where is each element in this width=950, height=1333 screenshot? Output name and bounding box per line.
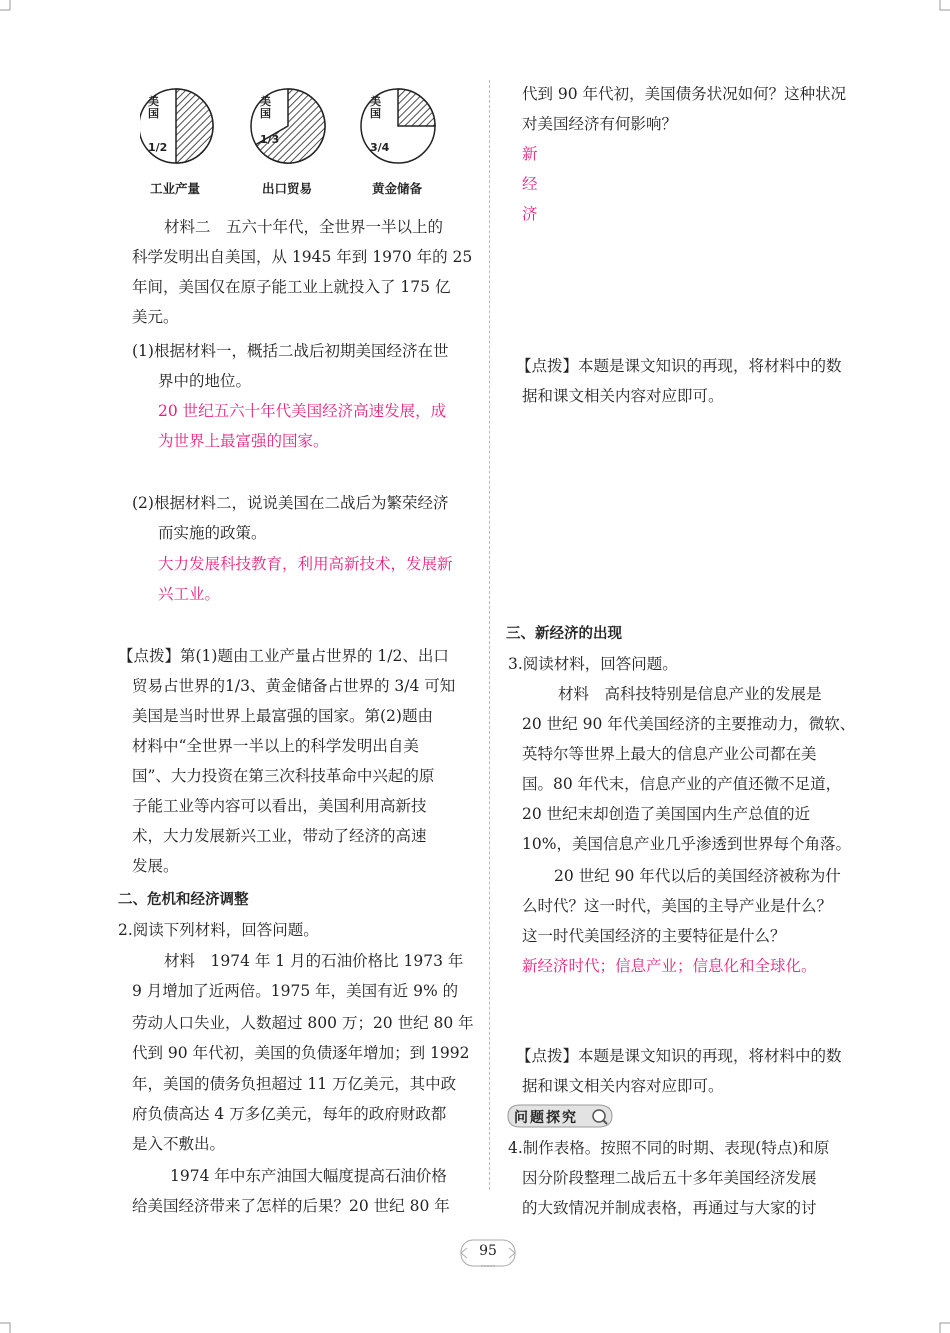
- question-1-cont: 界中的地位。: [158, 372, 252, 390]
- tip-line: 美国是当时世界上最富强的国家。第(2)题由: [132, 707, 433, 725]
- material-2-line: 美元。: [132, 308, 179, 326]
- pie-slice-label: 美国: [260, 95, 271, 120]
- question-line: 20 世纪 90 年代以后的美国经济被称为什: [554, 867, 841, 885]
- pie-slice-rest: [398, 89, 435, 126]
- pie-charts-graphic: [140, 86, 460, 176]
- question-4-cont: 的大致情况并制成表格，再通过与大家的讨: [522, 1199, 817, 1217]
- pie-slice-rest: [176, 89, 213, 163]
- answer-line: 新: [522, 145, 538, 163]
- crop-mark-bottom-left: [0, 1319, 14, 1333]
- tip-line: 【点拨】本题是课文知识的再现，将材料中的数: [516, 357, 842, 375]
- tip-line: 据和课文相关内容对应即可。: [522, 387, 724, 405]
- material-line: 代到 90 年代初，美国的负债逐年增加；到 1992: [132, 1044, 470, 1062]
- question-line: 给美国经济带来了怎样的后果？20 世纪 80 年: [132, 1197, 450, 1215]
- material-line: 20 世纪 90 年代美国经济的主要推动力，微软、: [522, 715, 856, 733]
- material-line: 20 世纪末却创造了美国国内生产总值的近: [522, 805, 811, 823]
- question-2: (2)根据材料二，说说美国在二战后为繁荣经济: [132, 494, 449, 512]
- material-line: 材料 1974 年 1 月的石油价格比 1973 年: [164, 952, 464, 970]
- question-2-cont: 而实施的政策。: [158, 524, 267, 542]
- material-line: 材料 高科技特别是信息产业的发展是: [558, 685, 822, 703]
- material-2-line: 科学发明出自美国，从 1945 年到 1970 年的 25: [132, 248, 473, 266]
- question-1: (1)根据材料一，概括二战后初期美国经济在世: [132, 342, 449, 360]
- question-4-cont: 因分阶段整理二战后五十多年美国经济发展: [522, 1169, 817, 1187]
- crop-mark-bottom-right: [936, 1319, 950, 1333]
- pie-fraction-label: 1/2: [148, 141, 168, 154]
- answer-1-cont: 为世界上最富强的国家。: [158, 432, 329, 450]
- question-line: 这一时代美国经济的主要特征是什么？: [522, 927, 786, 945]
- tip-line: 国”、大力投资在第三次科技革命中兴起的原: [132, 767, 435, 785]
- material-line: 国。80 年代末，信息产业的产值还微不足道，: [522, 775, 842, 793]
- tip-line: 【点拨】第(1)题由工业产量占世界的 1/2、出口: [118, 647, 449, 665]
- pie-caption: 工业产量: [150, 181, 201, 196]
- tip-line: 术，大力发展新兴工业，带动了经济的高速: [132, 827, 427, 845]
- answer-1: 20 世纪五六十年代美国经济高速发展，成: [158, 402, 447, 420]
- question-2-intro: 2.阅读下列材料，回答问题。: [118, 921, 319, 939]
- column-divider: [489, 80, 490, 1190]
- question-cont: 对美国经济有何影响？: [522, 115, 678, 133]
- material-line: 劳动人口失业，人数超过 800 万；20 世纪 80 年: [132, 1014, 474, 1032]
- tip-line: 【点拨】本题是课文知识的再现，将材料中的数: [516, 1047, 842, 1065]
- pie-slice-label: 美国: [370, 95, 381, 120]
- crop-mark-top-right: [936, 0, 950, 14]
- pie-fraction-label: 3/4: [370, 141, 390, 154]
- material-line: 是入不敷出。: [132, 1135, 226, 1153]
- section-heading-2: 二、危机和经济调整: [118, 892, 249, 908]
- section-badge-label: 问题探究: [514, 1110, 578, 1126]
- material-line: 9 月增加了近两倍。1975 年，美国有近 9% 的: [132, 982, 459, 1000]
- material-2-line: 年间，美国仅在原子能工业上就投入了 175 亿: [132, 278, 451, 296]
- page-number: 95: [479, 1243, 497, 1259]
- pie-slice-label: 美国: [148, 95, 159, 120]
- pie-caption: 黄金储备: [372, 181, 423, 196]
- answer-2-cont: 兴工业。: [158, 585, 221, 603]
- material-line: 10%，美国信息产业几乎渗透到世界每个角落。: [522, 835, 851, 853]
- tip-line: 据和课文相关内容对应即可。: [522, 1077, 724, 1095]
- answer-2: 大力发展科技教育，利用高新技术，发展新: [158, 555, 453, 573]
- question-4: 4.制作表格。按照不同的时期、表现(特点)和原: [508, 1139, 830, 1157]
- question-cont: 代到 90 年代初，美国债务状况如何？这种状况: [522, 85, 847, 103]
- tip-line: 贸易占世界的1/3、黄金储备占世界的 3/4 可知: [132, 677, 456, 695]
- question-line: 1974 年中东产油国大幅度提高石油价格: [170, 1167, 447, 1185]
- tip-line: 材料中“全世界一半以上的科学发明出自美: [132, 737, 419, 755]
- answer-line: 经: [522, 175, 538, 193]
- crop-mark-top-left: [0, 0, 14, 14]
- pie-fraction-label: 1/3: [260, 133, 280, 146]
- tip-line: 发展。: [132, 857, 179, 875]
- material-line: 年，美国的债务负担超过 11 万亿美元，其中政: [132, 1075, 457, 1093]
- question-line: 么时代？这一时代，美国的主导产业是什么？: [522, 897, 833, 915]
- material-2-line: 材料二 五六十年代，全世界一半以上的: [164, 218, 444, 236]
- tip-line: 子能工业等内容可以看出，美国利用高新技: [132, 797, 427, 815]
- question-3-intro: 3.阅读材料，回答问题。: [508, 655, 678, 673]
- pie-caption: 出口贸易: [262, 181, 313, 196]
- section-heading-3: 三、新经济的出现: [506, 626, 622, 642]
- answer-line: 济: [522, 205, 538, 223]
- answer-3: 新经济时代；信息产业；信息化和全球化。: [522, 957, 817, 975]
- material-line: 英特尔等世界上最大的信息产业公司都在美: [522, 745, 817, 763]
- material-line: 府负债高达 4 万多亿美元，每年的政府财政都: [132, 1105, 447, 1123]
